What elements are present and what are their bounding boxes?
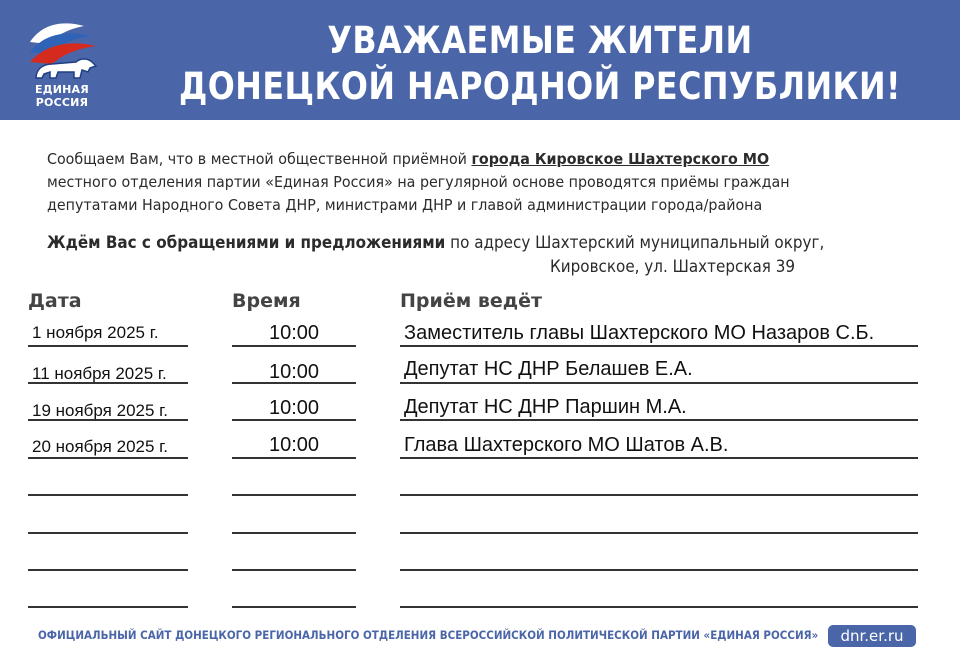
reception-location: города Кировское Шахтерского МО [471,150,770,168]
row-1-host-line [400,345,918,347]
row-4-host: Глава Шахтерского МО Шатов А.В. [404,434,729,456]
row-4-time: 10:00 [268,434,320,456]
logo-text-line2: РОССИЯ [35,96,89,109]
row-8-date-line [28,606,188,608]
invitation-line [47,232,857,254]
column-header-time: Время [232,290,301,312]
row-7-host-line [400,569,918,571]
row-2-time-line [232,382,356,384]
row-4-time-line [232,457,356,459]
row-5-host-line [400,494,918,496]
row-6-time-line [232,532,356,534]
united-russia-logo [18,12,106,116]
footer-text: ОФИЦИАЛЬНЫЙ САЙТ ДОНЕЦКОГО РЕГИОНАЛЬНОГО ОТДЕЛЕНИЯ ВСЕРОССИЙСКОЙ ПОЛИТИЧЕСКОЙ ПАРТИИ «ЕДИНАЯ РОССИЯ» [38,628,819,642]
row-1-time-line [232,345,356,347]
page-title [179,18,901,110]
row-3-date-line [28,419,188,421]
bear-flag-emblem-icon [18,12,106,82]
row-8-host-line [400,606,918,608]
row-5-time-line [232,494,356,496]
intro-line-1 [47,148,857,171]
row-1-date-line [28,345,188,347]
row-2-date-line [28,382,188,384]
row-7-date-line [28,569,188,571]
row-6-host-line [400,532,918,534]
intro-line-3: депутатами Народного Совета ДНР, министрами ДНР и главой администрации города/района [47,196,763,214]
row-7-time-line [232,569,356,571]
row-4-date: 20 ноября 2025 г. [32,437,168,456]
title-line-1: УВАЖАЕМЫЕ ЖИТЕЛИ [327,19,753,62]
intro-text: Сообщаем Вам, что в местной общественной приёмной [47,150,472,168]
invitation-bold: Ждём Вас с обращениями и предложениями [47,233,446,252]
row-3-time: 10:00 [268,397,320,419]
intro-line-2: местного отделения партии «Единая Россия» на регулярной основе проводятся приёмы граждан [47,173,790,191]
row-3-time-line [232,419,356,421]
column-header-date: Дата [28,290,82,312]
row-2-host-line [400,382,918,384]
row-6-date-line [28,532,188,534]
header-banner [0,0,960,120]
website-link[interactable]: dnr.er.ru [828,625,916,647]
row-3-host: Депутат НС ДНР Паршин М.А. [404,396,687,418]
address-line-1: по адресу Шахтерский муниципальный округ, [445,233,825,252]
row-3-host-line [400,419,918,421]
intro-paragraph [47,148,857,217]
address-line-2: Кировское, ул. Шахтерская 39 [550,257,796,276]
row-2-time: 10:00 [268,361,320,383]
row-1-time: 10:00 [268,322,320,344]
row-1-date: 1 ноября 2025 г. [32,323,159,342]
row-4-date-line [28,457,188,459]
row-1-host: Заместитель главы Шахтерского МО Назаров С.Б. [404,322,875,344]
row-2-date: 11 ноября 2025 г. [32,364,167,383]
row-4-host-line [400,457,918,459]
row-2-host: Депутат НС ДНР Белашев Е.А. [404,358,693,380]
column-header-host: Приём ведёт [400,290,542,312]
row-3-date: 19 ноября 2025 г. [32,401,168,420]
title-line-2: ДОНЕЦКОЙ НАРОДНОЙ РЕСПУБЛИКИ! [179,65,901,108]
logo-text-line1: ЕДИНАЯ [35,83,89,96]
row-5-date-line [28,494,188,496]
row-8-time-line [232,606,356,608]
